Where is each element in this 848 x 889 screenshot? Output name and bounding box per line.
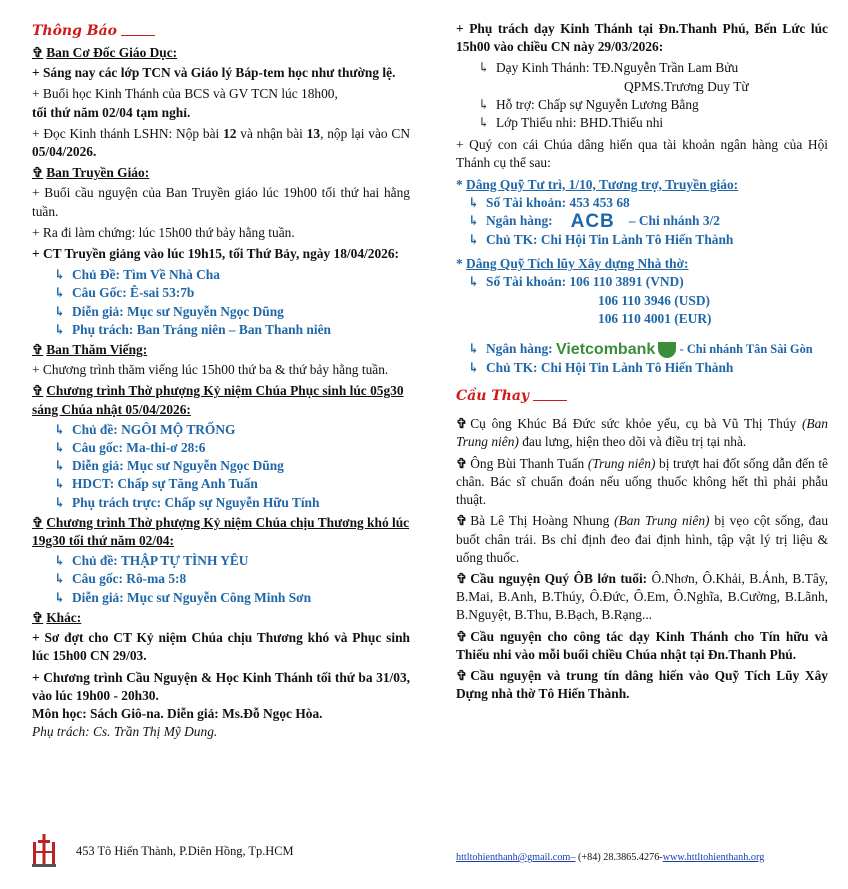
p3a: Bà Lê Thị Hoàng Nhung	[470, 513, 615, 529]
edu-item-3d: 13	[306, 125, 321, 141]
mission-bullet-text: Câu Gốc: Ê-sai 53:7b	[72, 285, 195, 301]
fund2-acc2: 106 110 3946 (USD)	[598, 292, 710, 308]
edu-item-3f: 05/04/2026.	[32, 144, 97, 160]
vietcombank-logo-text: Vietcombank	[555, 340, 656, 358]
edu-heading	[32, 44, 410, 62]
bible-teach-2: QPMS.Trương Duy Từ	[624, 78, 749, 94]
footer-address	[32, 834, 294, 868]
visit-heading-text: Ban Thăm Viếng:	[46, 342, 148, 358]
arrow-icon: ↳	[54, 589, 66, 605]
cross-icon: ✞	[456, 455, 468, 471]
cross-icon: ✞	[32, 609, 44, 625]
right-column	[456, 20, 828, 706]
p1c: đau lưng, hiện theo dõi và điều trị tại nhà.	[518, 434, 747, 450]
edu-item-2-text: + Buổi học Kinh Thánh của BCS và GV TCN lúc 18h00,	[32, 86, 338, 102]
edu-item-1: + Sáng nay các lớp TCN và Giáo lý Báp-tem học như thường lệ.	[32, 65, 396, 81]
fund2-acc1: 106 110 3891 (VND)	[569, 274, 684, 290]
other-item-2: + Chương trình Cầu Nguyện & Học Kinh Thánh tối thứ ba 31/03, vào lúc 19h00 - 20h30.	[32, 669, 410, 703]
mission-bullet	[32, 266, 410, 284]
mission-bullet	[32, 321, 410, 339]
edu-item-3b: 12	[223, 125, 237, 141]
cross-icon: ✞	[456, 667, 468, 683]
vietcombank-leaf-icon	[658, 342, 676, 358]
arrow-icon: ↳	[468, 232, 480, 248]
edu-item-3e: , nộp lại vào CN	[320, 125, 410, 141]
other-item-1: + Sơ đợt cho CT Kỷ niệm Chúa chịu Thương khó và Phục sinh lúc 15h00 CN 29/03.	[32, 630, 410, 664]
p2a: Ông Bùi Thanh Tuấn	[470, 455, 588, 471]
cross-icon: ✞	[32, 45, 44, 60]
passion-heading	[32, 514, 410, 550]
prayer-item-3	[456, 512, 828, 567]
mission-bullet	[32, 303, 410, 321]
prayer-item-4	[456, 570, 828, 625]
p5: Cầu nguyện cho công tác dạy Kinh Thánh cho Tín hữu và Thiếu nhi vào mỗi buổi chiều Chúa nhật tại Đn.Thanh Phú.	[456, 628, 828, 662]
easter-heading-text: Chương trình Thờ phượng Kỷ niệm Chúa Phục sinh lúc 05g30 sáng Chúa nhật 05/04/2026:	[32, 383, 404, 417]
giving-intro: + Quý con cái Chúa dâng hiến qua tài khoản ngân hàng của Hội Thánh cụ thể sau:	[456, 137, 828, 171]
acb-logo: ACB	[570, 210, 615, 232]
email-link[interactable]: httltohienthanh@gmail.com–	[456, 852, 576, 863]
p3b: (Ban Trung niên)	[614, 513, 710, 529]
prayer-title	[456, 385, 828, 407]
bible-help-text: Hỗ trợ: Chấp sự Nguyễn Lương Bằng	[496, 96, 699, 112]
arrow-icon: ↳	[468, 274, 480, 290]
fund2-title-text: Dâng Quỹ Tích lũy Xây dựng Nhà thờ:	[466, 256, 689, 272]
fund1-holder	[456, 231, 828, 249]
title-rule	[533, 400, 567, 401]
prayer-item-5	[456, 628, 828, 664]
left-column	[32, 20, 410, 744]
notice-title	[32, 20, 410, 42]
passion-bullet-text: Diễn giả: Mục sư Nguyễn Công Minh Sơn	[72, 589, 312, 605]
mission-item-2: + Ra đi làm chứng: lúc 15h00 thứ bảy hằng tuần.	[32, 224, 295, 240]
prayer-item-2	[456, 455, 828, 510]
bible-teach-text	[496, 59, 738, 77]
fund2-holder	[456, 359, 828, 377]
fund1-title-text: Dâng Quỹ Tư trì, 1/10, Tương trợ, Truyền giáo:	[466, 176, 739, 192]
passion-bullet	[32, 570, 410, 588]
fund2-account-line	[486, 273, 684, 291]
fund2-title: * Dâng Quỹ Tích lũy Xây dựng Nhà thờ:	[456, 256, 689, 272]
easter-heading	[32, 382, 410, 418]
fund2-acc3: 106 110 4001 (EUR)	[598, 310, 712, 326]
easter-bullet-text: HDCT: Chấp sự Tăng Anh Tuấn	[72, 476, 258, 492]
fund2-holder-text: Chủ TK: Chi Hội Tin Lành Tô Hiến Thành	[486, 360, 734, 376]
arrow-icon: ↳	[54, 553, 66, 569]
cross-icon: ✞	[32, 514, 44, 530]
fund1-holder-text: Chủ TK: Chi Hội Tin Lành Tô Hiến Thành	[486, 232, 734, 248]
vietcombank-logo	[556, 341, 676, 359]
easter-bullet-text: Chủ đề: NGÔI MỘ TRỐNG	[72, 421, 236, 437]
mission-heading-text: Ban Truyền Giáo:	[46, 165, 150, 181]
fund1-title: * Dâng Quỹ Tư trì, 1/10, Tương trợ, Truyền giáo:	[456, 176, 739, 192]
fund1-bank-label: Ngân hàng:	[486, 213, 553, 229]
mission-bullet-text: Diễn giả: Mục sư Nguyễn Ngọc Dũng	[72, 303, 284, 319]
arrow-icon: ↳	[468, 213, 480, 229]
bible-teach	[456, 59, 828, 77]
arrow-icon: ↳	[468, 194, 480, 210]
edu-item-3c: và nhận bài	[236, 125, 307, 141]
other-heading	[32, 609, 410, 627]
fund1-bank-line	[486, 212, 720, 231]
cross-icon: ✞	[32, 165, 44, 181]
fund2-bank-label: Ngân hàng:	[486, 341, 553, 357]
arrow-icon: ↳	[54, 440, 66, 456]
fund2-bank	[456, 340, 828, 359]
footer-contact	[456, 849, 764, 867]
teach-label: Dạy Kinh Thánh:	[496, 60, 593, 76]
fund1-bank	[456, 212, 828, 231]
p4b: Ô.Nhơn, Ô.Khải, B.Ánh, B.Tây, B.Mai, B.Anh, B.Thúy, Ô.Đức, Ô.Em, Ô.Nghĩa, B.Cường, B.Lãnh, B.Nguyệt, B.Thu, B.Bạch, B.Rạng...	[456, 570, 828, 623]
easter-bullet	[32, 439, 410, 457]
arrow-icon: ↳	[468, 341, 480, 357]
prayer-item-1	[456, 415, 828, 451]
easter-bullet	[32, 457, 410, 475]
arrow-icon: ↳	[478, 96, 490, 112]
arrow-icon: ↳	[478, 115, 490, 131]
arrow-icon: ↳	[54, 303, 66, 319]
passion-heading-text: Chương trình Thờ phượng Kỷ niệm Chúa chịu Thương khó lúc 19g30 tối thứ năm 02/04:	[32, 514, 410, 549]
bible-kids-text: Lớp Thiếu nhi: BHD.Thiếu nhi	[496, 115, 664, 131]
arrow-icon: ↳	[54, 494, 66, 510]
prayer-item-6	[456, 667, 828, 703]
cross-icon: ✞	[456, 628, 468, 644]
phone-text: (+84) 28.3865.4276-	[575, 852, 663, 863]
edu-item-2-bold: tối thứ năm 02/04 tạm nghỉ.	[32, 104, 191, 120]
cross-icon: ✞	[32, 342, 44, 358]
p1a: Cụ ông Khúc Bá Đức sức khỏe yếu, cụ bà Vũ Thị Thúy	[470, 416, 802, 432]
mission-bullet-text: Phụ trách: Ban Tráng niên – Ban Thanh niên	[72, 321, 331, 337]
easter-bullet	[32, 494, 410, 512]
p1b: (Ban Trung niên)	[456, 416, 828, 450]
fund2-account-label: Số Tài khoản:	[486, 274, 570, 290]
edu-item-3a: + Đọc Kinh thánh LSHN: Nộp bài	[32, 125, 224, 141]
fund1-branch: – Chi nhánh 3/2	[628, 213, 720, 229]
cross-icon: ✞	[456, 513, 468, 529]
visit-heading	[32, 341, 410, 359]
other-item-4: Phụ trách: Cs. Trần Thị Mỹ Dung.	[32, 724, 218, 740]
bible-kids	[456, 114, 828, 132]
mission-heading	[32, 164, 410, 182]
other-heading-text: Khác:	[46, 609, 82, 625]
easter-bullet	[32, 475, 410, 493]
arrow-icon: ↳	[54, 476, 66, 492]
arrow-icon: ↳	[54, 458, 66, 474]
passion-bullet-text: Câu gốc: Rô-ma 5:8	[72, 571, 187, 587]
arrow-icon: ↳	[54, 285, 66, 301]
title-rule	[121, 35, 155, 36]
footer-address-text: 453 Tô Hiến Thành, P.Diên Hồng, Tp.HCM	[76, 843, 294, 858]
mission-item-1: + Buổi cầu nguyện của Ban Truyền giáo lúc 19h00 tối thứ hai hằng tuần.	[32, 185, 410, 219]
fund1-account	[456, 194, 828, 212]
cross-icon: ✞	[456, 416, 468, 432]
church-logo-icon	[32, 834, 56, 868]
easter-bullet-text: Câu gốc: Ma-thi-ơ 28:6	[72, 440, 206, 456]
passion-bullet	[32, 589, 410, 607]
arrow-icon: ↳	[54, 571, 66, 587]
edu-item-3	[32, 125, 410, 161]
p3c: bị vẹo cột sống, đau buốt chân trái. Bs chỉ định đeo đai định hình, tập vật lý trị liệu & uống thuốc.	[456, 513, 829, 565]
arrow-icon: ↳	[54, 267, 66, 283]
fund2-account	[456, 273, 828, 291]
arrow-icon: ↳	[478, 60, 490, 76]
edu-item-2	[32, 85, 410, 121]
mission-bullet-text: Chủ Đề: Tìm Về Nhà Cha	[72, 267, 220, 283]
easter-bullet-text: Phụ trách trực: Chấp sự Nguyễn Hữu Tính	[72, 494, 320, 510]
p2c: bị trượt hai đốt sống dẫn đến tê chân. Bác sĩ chuẩn đoán nếu uống thuốc không hết thì phải phẫu thuật.	[456, 455, 828, 508]
mission-item-3: + CT Truyền giảng vào lúc 19h15, tối Thứ Bảy, ngày 18/04/2026:	[32, 246, 399, 262]
other-item-3: Môn học: Sách Giô-na. Diễn giả: Ms.Đỗ Ngọc Hòa.	[32, 705, 323, 721]
bible-help	[456, 96, 828, 114]
arrow-icon: ↳	[468, 360, 480, 376]
arrow-icon: ↳	[54, 321, 66, 337]
fund2-bank-line	[486, 340, 813, 359]
prayer-title-text: Cầu Thay	[456, 388, 530, 405]
notice-title-text: Thông Báo	[32, 23, 118, 39]
edu-heading-text: Ban Cơ Đốc Giáo Dục:	[46, 45, 178, 60]
p4a: Cầu nguyện Quý ÔB lớn tuổi:	[470, 570, 648, 586]
teach-1: TĐ.Nguyễn Trần Lam Bửu	[592, 60, 739, 76]
passion-bullet	[32, 552, 410, 570]
p2b: (Trung niên)	[587, 455, 656, 471]
fund1-account-text: Số Tài khoản: 453 453 68	[486, 194, 630, 210]
website-link[interactable]: www.httltohienthanh.org	[662, 852, 765, 863]
bible-line: + Phụ trách dạy Kinh Thánh tại Đn.Thanh Phú, Bến Lức lúc 15h00 vào chiều CN này 29/03/2026:	[456, 21, 828, 55]
easter-bullet-text: Diễn giả: Mục sư Nguyễn Ngọc Dũng	[72, 458, 284, 474]
easter-bullet	[32, 421, 410, 439]
fund2-branch: - Chi nhánh Tân Sài Gòn	[679, 342, 813, 357]
arrow-icon: ↳	[54, 421, 66, 437]
passion-bullet-text: Chủ đề: THẬP TỰ TÌNH YÊU	[72, 553, 249, 569]
cross-icon: ✞	[456, 570, 468, 586]
visit-item: + Chương trình thăm viếng lúc 15h00 thứ ba & thứ bảy hằng tuần.	[32, 362, 389, 378]
p6: Cầu nguyện và trung tín dâng hiến vào Quỹ Tích Lũy Xây Dựng nhà thờ Tô Hiến Thành.	[456, 667, 828, 702]
mission-bullet	[32, 284, 410, 302]
cross-icon: ✞	[32, 383, 44, 399]
